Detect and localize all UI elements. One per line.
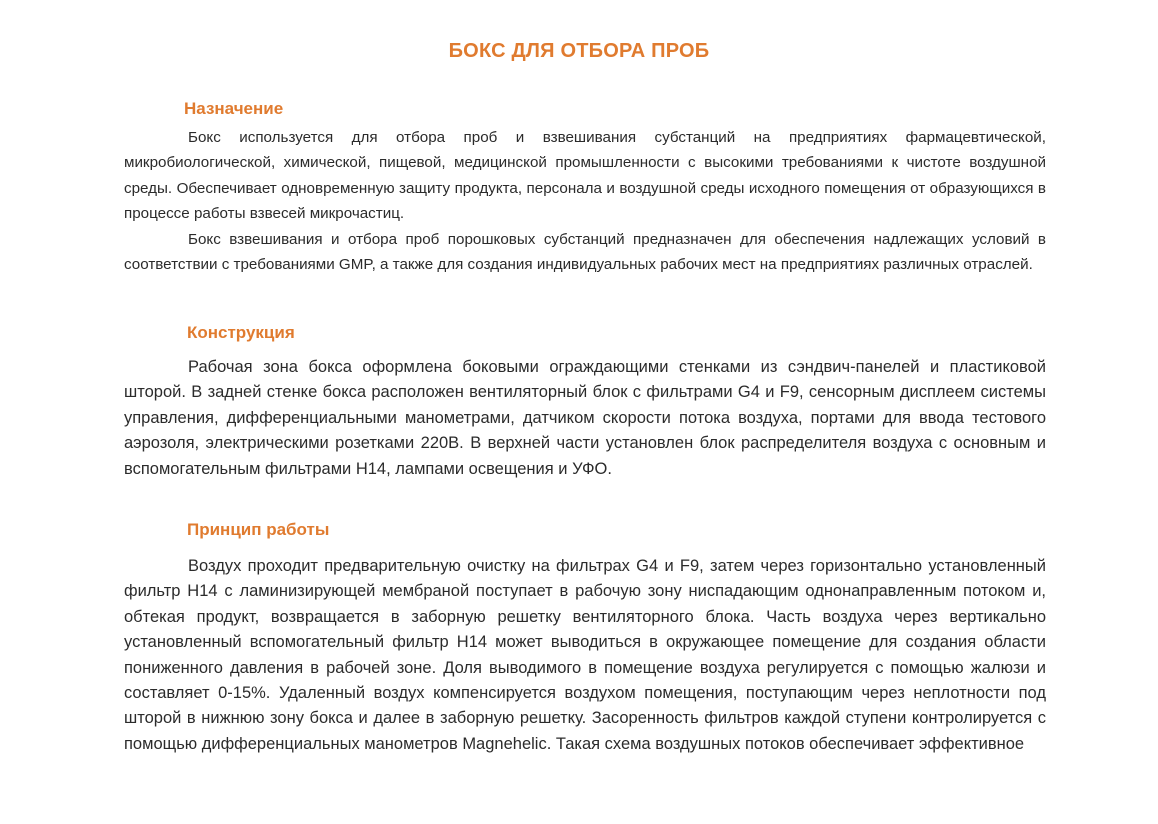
section-heading-purpose: Назначение (184, 99, 284, 118)
paragraph-operating-principle: Воздух проходит предварительную очистку на фильтрах G4 и F9, затем через горизонтально установленный фильтр Н14 с ламинизирующей мембраной поступает в рабочую зону ниспадающим однонаправленным потоком и, обтекая продукт, возвращается в заборную решетку вентиляторного блока. Часть воздуха через вертикально установленный вспомогательный фильтр Н14 может выводиться в окружающее помещение для создания области пониженного давления в рабочей зоне. Доля выводимого в помещение воздуха регулируется с помощью жалюзи и составляет 0-15%. Удаленный воздух компенсируется воздухом помещения, поступающим через неплотности под шторой в нижнюю зону бокса и далее в заборную решетку. Засоренность фильтров каждой ступени контролируется с помощью дифференциальных манометров Magnehelic. Такая схема воздушных потоков обеспечивает эффективное (124, 557, 1046, 753)
paragraph-construction: Рабочая зона бокса оформлена боковыми ограждающими стенками из сэндвич-панелей и пластиковой шторой. В задней стенке бокса расположен вентиляторный блок с фильтрами G4 и F9, сенсорным дисплеем системы управления, дифференциальными манометрами, датчиком скорости потока воздуха, портами для ввода тестового аэрозоля, электрическими розетками 220В. В верхней части установлен блок распределителя воздуха с основным и вспомогательным фильтрами Н14, лампами освещения и УФО. (124, 358, 1046, 478)
section-heading-construction: Конструкция (187, 323, 295, 342)
document-title: БОКС ДЛЯ ОТБОРА ПРОБ (448, 40, 710, 62)
paragraph-purpose-usage: Бокс используется для отбора проб и взвешивания субстанций на предприятиях фармацевтической, микробиологической, химической, пищевой, медицинской промышленности с высокими требованиями к чистоте воздушной среды. Обеспечивает одновременную защиту продукта, персонала и воздушной среды исходного помещения от образующихся в процессе работы взвесей микрочастиц. (124, 129, 1046, 223)
section-heading-operating-principle: Принцип работы (187, 520, 330, 539)
paragraph-purpose-gmp: Бокс взвешивания и отбора проб порошковых субстанций предназначен для обеспечения надлежащих условий в соответствии с требованиями GMP, а также для создания индивидуальных рабочих мест на предприятиях различных отраслей. (124, 231, 1046, 274)
